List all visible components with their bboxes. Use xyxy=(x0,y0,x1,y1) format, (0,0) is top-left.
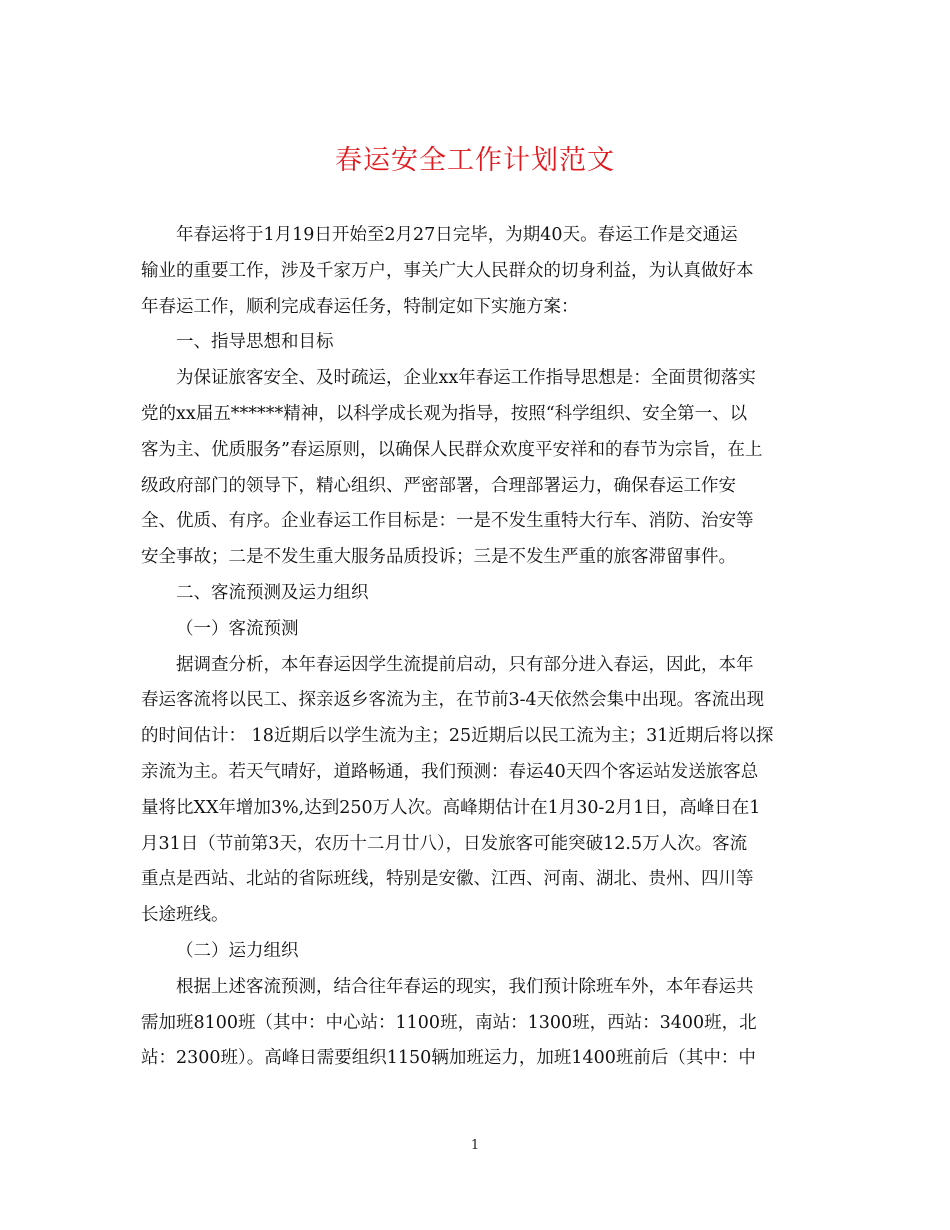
body-line: 客为主、优质服务”春运原则，以确保人民群众欢度平安祥和的春节为宗旨，在上 xyxy=(141,439,763,460)
body-line: 月31日（节前第3天，农历十二月廿八），日发旅客可能突破12.5万人次。客流 xyxy=(141,833,748,854)
body-line: 安全事故；二是不发生重大服务品质投诉；三是不发生严重的旅客滞留事件。 xyxy=(141,547,736,568)
body-line: 全、优质、有序。企业春运工作目标是：一是不发生重特大行车、消防、治安等 xyxy=(141,511,754,532)
section-heading: 一、指导思想和目标 xyxy=(176,332,334,353)
body-line: 长途班线。 xyxy=(141,905,229,926)
body-line: 年春运将于1月19日开始至2月27日完毕，为期40天。春运工作是交通运 xyxy=(176,225,738,245)
body-line: 的时间估计： 18近期后以学生流为主；25近期后以民工流为主；31近期后将以探 xyxy=(141,726,774,747)
body-line: 重点是西站、北站的省际班线，特别是安徽、江西、河南、湖北、贵州、四川等 xyxy=(141,869,754,890)
body-line: 输业的重要工作，涉及千家万户，事关广大人民群众的切身利益，为认真做好本 xyxy=(141,260,754,281)
body-line: 需加班8100班（其中：中心站：1100班，南站：1300班，西站：3400班，北 xyxy=(141,1012,757,1033)
body-line: 亲流为主。若天气晴好，道路畅通，我们预测：春运40天四个客运站发送旅客总 xyxy=(141,761,759,782)
page-number: 1 xyxy=(470,1138,480,1153)
body-line: 据调查分析，本年春运因学生流提前启动，只有部分进入春运，因此，本年 xyxy=(176,654,754,675)
body-line: 根据上述客流预测，结合往年春运的现实，我们预计除班车外，本年春运共 xyxy=(176,976,754,997)
body-line: 党的xx届五******精神，以科学成长观为指导，按照“科学组织、安全第一、以 xyxy=(141,403,748,424)
document-title: 春运安全工作计划范文 xyxy=(335,145,615,176)
subsection-heading: （二）运力组织 xyxy=(176,940,299,961)
subsection-heading: （一）客流预测 xyxy=(176,618,299,639)
body-line: 级政府部门的领导下，精心组织、严密部署，合理部署运力，确保春运工作安 xyxy=(141,475,736,496)
body-line: 年春运工作，顺利完成春运任务，特制定如下实施方案： xyxy=(141,296,579,317)
body-line: 春运客流将以民工、探亲返乡客流为主，在节前3-4天依然会集中出现。客流出现 xyxy=(141,690,765,711)
body-line: 量将比XX年增加3%,达到250万人次。高峰期估计在1月30-2月1日，高峰日在1 xyxy=(141,797,761,818)
document-body xyxy=(141,218,806,1077)
body-line: 站：2300班）。高峰日需要组织1150辆加班运力，加班1400班前后（其中：中 xyxy=(141,1048,756,1069)
section-heading: 二、客流预测及运力组织 xyxy=(176,582,369,603)
body-line: 为保证旅客安全、及时疏运，企业xx年春运工作指导思想是：全面贯彻落实 xyxy=(176,368,756,389)
